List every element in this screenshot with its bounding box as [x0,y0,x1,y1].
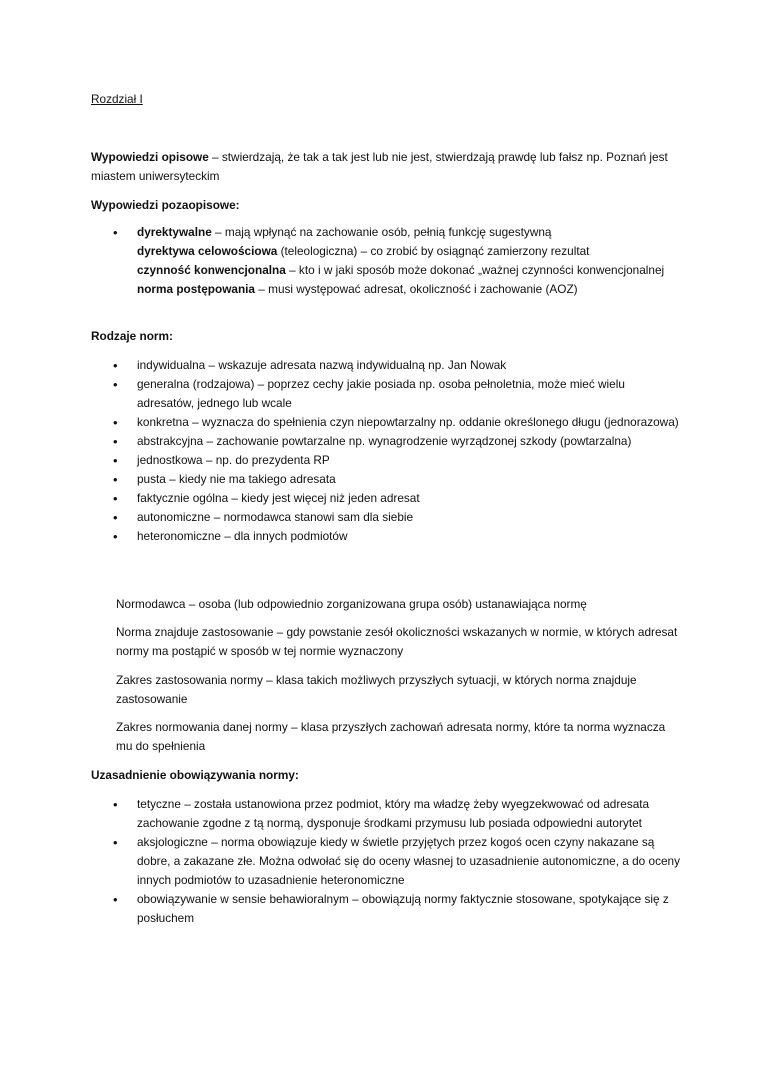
paragraph-zakres-zastosowania: Zakres zastosowania normy – klasa takich możliwych przyszłych sytuacji, w których norma znajduje zastosowanie [116,673,637,706]
opisowe-text: – stwierdzają, że tak a tak jest lub nie jest, stwierdzają prawdę lub fałsz np. Poznań jest miastem uniwersyteckim [91,150,668,183]
uzasadnienie-heading: Uzasadnienie obowiązywania normy: [91,768,299,782]
list-item: • jednostkowa – np. do prezydenta RP [113,451,683,470]
paragraph-zakres-normowania: Zakres normowania danej normy – klasa przyszłych zachowań adresata normy, które ta norma wyznacza mu do spełnienia [116,720,666,753]
list-item: • obowiązywanie w sensie behawioralnym – obowiązują normy faktycznie stosowane, spotykające się z posłuchem [113,890,683,928]
paragraph-zastosowanie: Norma znajduje zastosowanie – gdy powstanie zesół okoliczności wskazanych w normie, w których adresat normy ma postąpić w sposób w tej normie wyznaczony [116,625,678,658]
list-item: • generalna (rodzajowa) – poprzez cechy jakie posiada np. osoba pełnoletnia, może mieć wielu adresatów, jednego lub wcale [113,375,683,413]
item-term: czynność konwencjonalna [137,263,286,277]
list-item: • tetyczne – została ustanowiona przez podmiot, który ma władzę żeby wyegzekwować od adresata zachowanie zgodne z tą normą, dysponuje środkami przymusu lub posiada odpowiedni autorytet [113,795,683,833]
item-text: (teleologiczna) – co zrobić by osiągnąć zamierzony rezultat [277,244,590,258]
item-text: – mają wpłynąć na zachowanie osób, pełnią funkcję sugestywną [211,225,552,239]
list-item [137,261,677,280]
uzasadnienie-list [113,795,683,928]
pozaopisowe-heading: Wypowiedzi pozaopisowe: [91,198,240,212]
list-item [137,223,677,242]
opisowe-term: Wypowiedzi opisowe [91,150,209,164]
list-item: • autonomiczne – normodawca stanowi sam dla siebie [113,508,683,527]
list-item [137,280,677,299]
item-text: – kto i w jaki sposób może dokonać „ważnej czynności konwencjonalnej [285,263,665,277]
list-item: • aksjologiczne – norma obowiązuje kiedy w świetle przyjętych przez kogoś ocen czyny nakazane są dobre, a zakazane złe. Można odwołać się do oceny własnej to uzasadnienie autonomiczne, a do oceny innych podmiotów to uzasadnienie heteronomiczne [113,833,683,890]
chapter-title: Rozdział I [91,92,143,106]
list-item: • abstrakcyjna – zachowanie powtarzalne np. wynagrodzenie wyrządzonej szkody (powtarzalna) [113,432,683,451]
list-item: • konkretna – wyznacza do spełnienia czyn niepowtarzalny np. oddanie określonego długu (jednorazowa) [113,413,683,432]
list-item: • faktycznie ogólna – kiedy jest więcej niż jeden adresat [113,489,683,508]
opisowe-paragraph [91,148,681,186]
item-term: norma postępowania [137,282,255,296]
item-text: – musi występować adresat, okoliczność i zachowanie (AOZ) [255,282,578,296]
list-item: • indywidualna – wskazuje adresata nazwą indywidualną np. Jan Nowak [113,356,683,375]
rodzaje-list [113,356,683,546]
list-item: • pusta – kiedy nie ma takiego adresata [113,470,683,489]
bullet-icon: • [113,225,118,240]
list-item [137,242,677,261]
item-term: dyrektywa celowościowa [137,244,278,258]
list-item: • heteronomiczne – dla innych podmiotów [113,527,683,546]
paragraph-normodawca: Normodawca – osoba (lub odpowiednio zorganizowana grupa osób) ustanawiająca normę [116,597,587,611]
item-term: dyrektywalne [137,225,212,239]
rodzaje-heading: Rodzaje norm: [91,329,173,343]
